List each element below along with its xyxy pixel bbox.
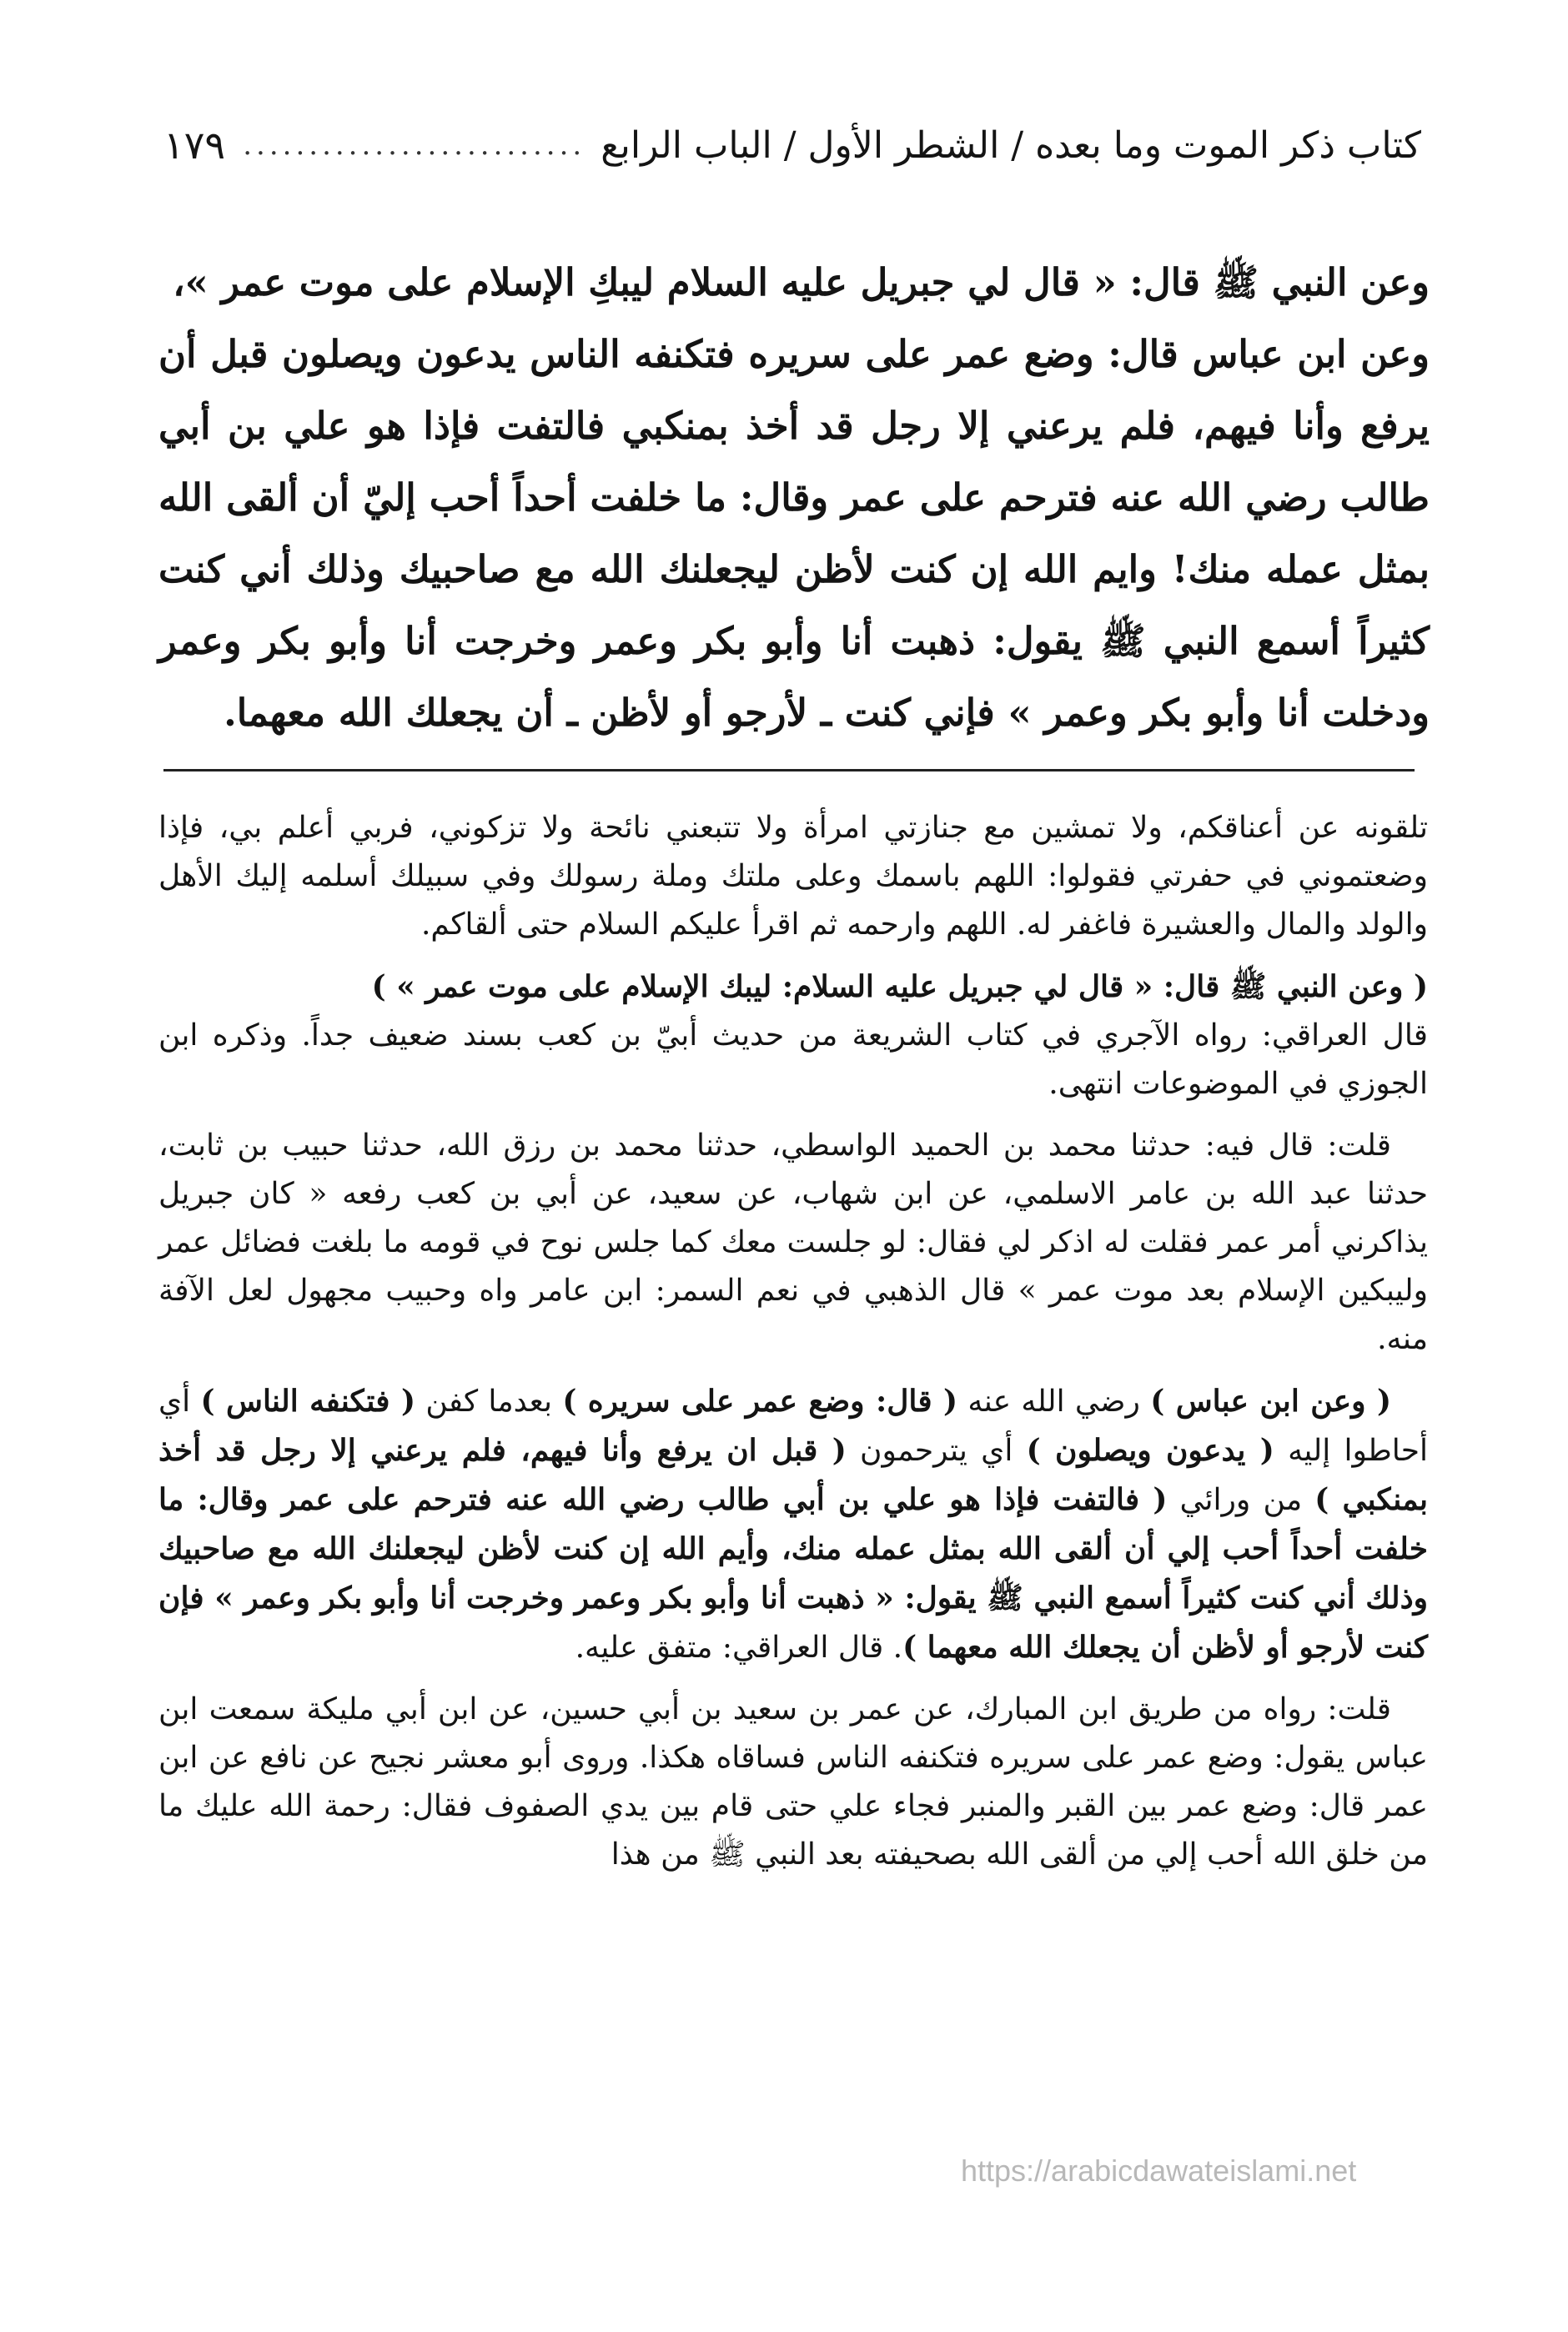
main-text-paragraph: وعن ابن عباس قال: وضع عمر على سريره فتكنفه الناس يدعون ويصلون قبل أن يرفع وأنا فيهم، فلم يرعني إلا رجل قد أخذ بمنكبي فالتفت فإذا هو علي بن أبي طالب رضي الله عنه فترحم على عمر وقال: ما خلفت أحداً أحب إليّ أن ألقى الله بمثل عمله منك! وايم الله إن كنت لأظن ليجعلنك الله مع صاحبيك وذلك أني كنت كثيراً أسمع النبي ﷺ يقول: ذهبت أنا وأبو بكر وعمر وخرجت أنا وأبو بكر وعمر ودخلت أنا وأبو بكر وعمر » فإني كنت ـ لأرجو أو لأظن ـ أن يجعلك الله معهما. xyxy=(158,332,1430,735)
quoted-lemma: ( قال: وضع عمر على سريره ) xyxy=(562,1384,958,1419)
commentary-lemma-line xyxy=(158,962,1428,1012)
commentary-text: بعدما كفن xyxy=(415,1385,563,1419)
quoted-lemma: ( قبل ان يرفع وأنا فيهم، فلم يرعني إلا رجل قد أخذ بمنكبي ) xyxy=(158,1433,1428,1517)
quoted-lemma: ( فتكنفه الناس ) xyxy=(200,1384,415,1419)
main-text-block xyxy=(158,247,1430,749)
quoted-lemma: ( وعن النبي ﷺ قال: « قال لي جبريل عليه السلام: ليبك الإسلام على موت عمر » ) xyxy=(371,969,1428,1004)
watermark-url: https://arabicdawateislami.net xyxy=(961,2154,1357,2188)
commentary-text: رضي الله عنه xyxy=(957,1385,1151,1419)
quoted-lemma: ( فالتفت فإذا هو علي بن أبي طالب رضي الله عنه فترحم على عمر وقال: ما خلفت أحداً أحب إلي أن ألقى الله بمثل عمله منك، وأيم الله إن كنت لأظن ليجعلنك الله مع صاحبيك وذلك أني كنت كثيراً أسمع النبي ﷺ يقول: « ذهبت أنا وأبو بكر وعمر وخرجت أنا وأبو بكر وعمر » فإن كنت لأرجو أو لأظن أن يجعلك الله معهما ) xyxy=(158,1482,1428,1665)
footnote-divider xyxy=(163,769,1415,771)
commentary-text: . قال العراقي: متفق عليه. xyxy=(575,1631,903,1665)
running-header-title: كتاب ذكر الموت وما بعده / الشطر الأول / الباب الرابع xyxy=(601,123,1421,167)
commentary-paragraph: قلت: قال فيه: حدثنا محمد بن الحميد الواسطي، حدثنا محمد بن رزق الله، حدثنا حبيب بن ثابت، حدثنا عبد الله بن عامر الاسلمي، عن ابن شهاب، عن سعيد، عن أبي بن كعب رفعه « كان جبريل يذاكرني أمر عمر فقلت له اذكر لي فقال: لو جلست معك كما جلس نوح في قومه ما بلغت فضائل عمر وليبكين الإسلام بعد موت عمر » قال الذهبي في نعم السمر: ابن عامر واه وحبيب مجهول لعل الآفة منه. xyxy=(158,1128,1428,1356)
commentary-paragraph: قلت: رواه من طريق ابن المبارك، عن عمر بن سعيد بن أبي حسين، عن ابن أبي مليكة سمعت ابن عباس يقول: وضع عمر على سريره فتكنفه الناس فساقاه هكذا. وروى أبو معشر نجيح عن نافع عن ابن عمر قال: وضع عمر بين القبر والمنبر فجاء علي حتى قام بين يدي الصفوف فقال: رحمة الله عليك ما من خلق الله أحب إلي من ألقى الله بصحيفته بعد النبي ﷺ من هذا xyxy=(158,1692,1428,1872)
main-text-paragraph: وعن النبي ﷺ قال: « قال لي جبريل عليه السلام ليبكِ الإسلام على موت عمر »، xyxy=(173,260,1430,304)
commentary-text: من ورائي xyxy=(1167,1483,1315,1517)
quoted-lemma: ( يدعون ويصلون ) xyxy=(1026,1433,1274,1468)
running-header xyxy=(163,112,1421,178)
commentary-text: أي أحاطوا إليه xyxy=(158,1385,1428,1468)
commentary-paragraph: قال العراقي: رواه الآجري في كتاب الشريعة من حديث أبيّ بن كعب بسند ضعيف جداً. وذكره ابن الجوزي في الموضوعات انتهى. xyxy=(158,1018,1428,1101)
commentary-block xyxy=(158,804,1428,1892)
commentary-paragraph: تلقونه عن أعناقكم، ولا تمشين مع جنازتي امرأة ولا تتبعني نائحة ولا تزكوني، فربي أعلم بي، فإذا وضعتموني في حفرتي فقولوا: اللهم باسمك وعلى ملتك وملة رسولك وفي سبيلك أسلمه إليك الأهل والولد والمال والعشيرة فاغفر له. اللهم وارحمه ثم اقرأ عليكم السلام حتى ألقاكم. xyxy=(158,811,1428,942)
header-leader-dots: .......................... xyxy=(243,128,586,162)
quoted-lemma: ( وعن ابن عباس ) xyxy=(1150,1384,1391,1419)
commentary-paragraph xyxy=(158,1377,1428,1672)
commentary-text: أي يترحمون xyxy=(846,1434,1027,1468)
page-number: ١٧٩ xyxy=(163,123,226,168)
